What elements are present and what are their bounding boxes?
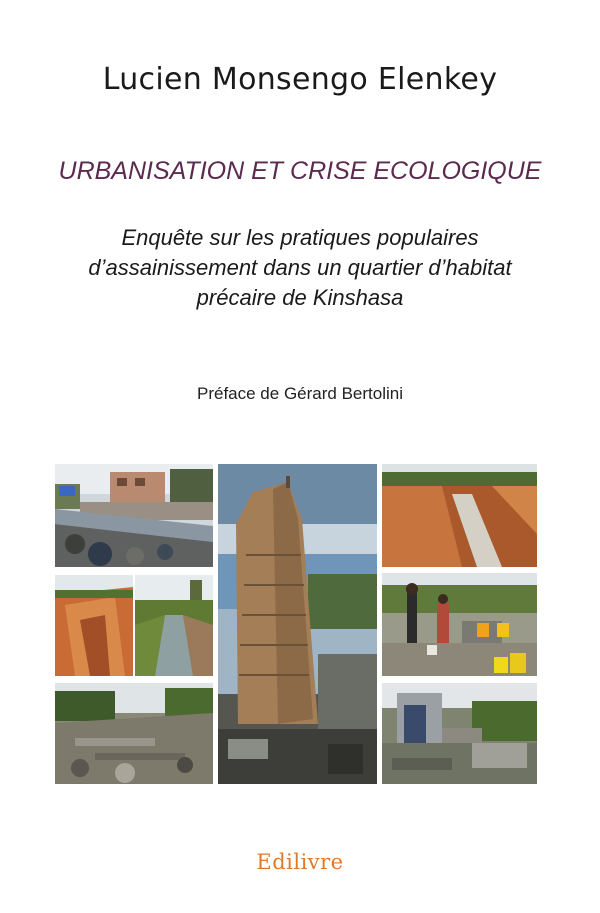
photo-latrine <box>382 683 537 784</box>
subtitle-line: d’assainissement dans un quartier d’habitat <box>88 255 512 280</box>
book-subtitle <box>60 223 540 313</box>
subtitle-line: Enquête sur les pratiques populaires <box>121 225 479 250</box>
photo-garbage-pile <box>55 683 213 784</box>
photo-drainage-ditch <box>135 575 213 676</box>
author-name: Lucien Monsengo Elenkey <box>102 62 498 97</box>
photo-landslide <box>382 464 537 567</box>
photo-water-point <box>382 573 537 676</box>
preface-credit: Préface de Gérard Bertolini <box>197 384 403 403</box>
publisher-logo: Edilivre <box>256 850 344 874</box>
subtitle-line: précaire de Kinshasa <box>196 285 404 310</box>
book-title: URBANISATION ET CRISE ECOLOGIQUE <box>58 157 542 185</box>
photo-kinshasa-tower <box>218 464 377 784</box>
photo-canal-street <box>55 464 213 567</box>
photo-erosion-gully-small <box>55 575 133 676</box>
